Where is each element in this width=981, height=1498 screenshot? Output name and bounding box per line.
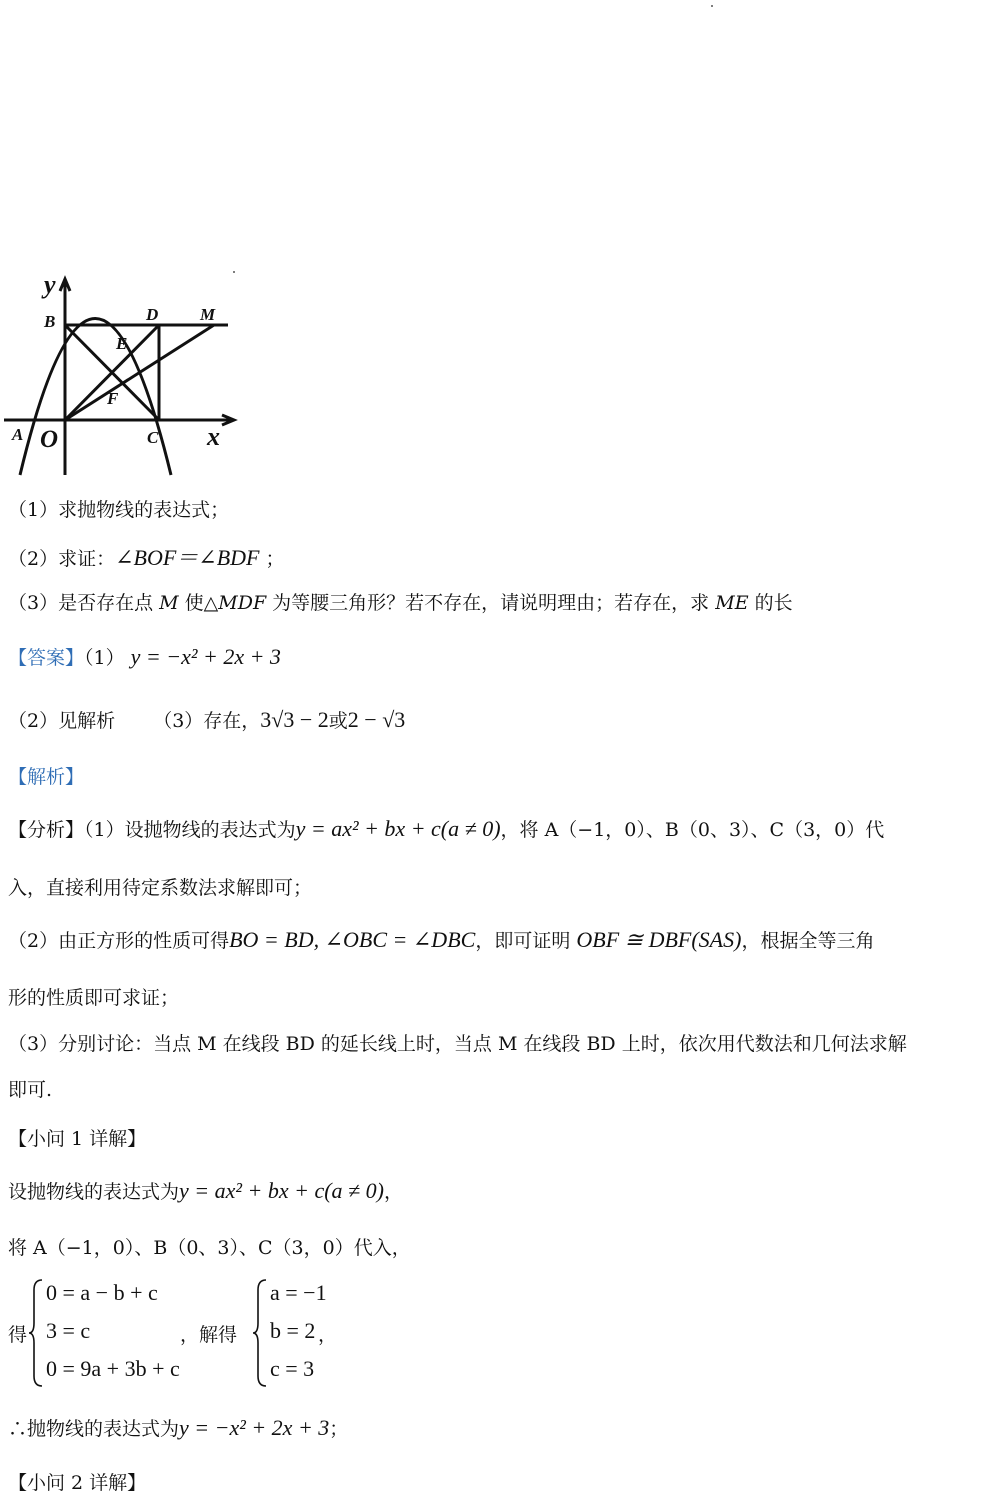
detail-1-jie-text: ，解得 [180, 1324, 238, 1346]
answer-line-1 [8, 643, 281, 670]
question-1-text: （1）求抛物线的表达式； [8, 499, 230, 521]
label-M: M [200, 305, 216, 324]
analysis-2-cont [8, 983, 179, 1010]
answer-part-2: （2）见解析 [8, 710, 116, 732]
answer-part-1-math: y = −x² + 2x + 3 [130, 644, 281, 669]
label-y: y [44, 270, 56, 299]
detail-1-conclusion [8, 1414, 348, 1441]
detail-1-step-1-math: y = ax² + bx + c(a ≠ 0) [179, 1178, 384, 1203]
segment-OM [65, 325, 214, 420]
analysis-1-math: y = ax² + bx + c(a ≠ 0) [295, 816, 501, 841]
parabola-figure [0, 265, 245, 480]
question-2 [8, 541, 285, 572]
analysis-head: 【分析】 [8, 819, 85, 841]
question-2-math: ∠BOF＝∠BDF [115, 545, 260, 570]
analysis-3 [8, 1029, 907, 1056]
system-1-eq-3: 0 = 9a + 3b + c [46, 1356, 180, 1381]
scan-dot [711, 5, 713, 7]
detail-1-conclusion-math: y = −x² + 2x + 3 [179, 1415, 330, 1440]
label-x: x [207, 422, 220, 451]
answer-tag: 【答案】 [8, 647, 85, 669]
analysis-1-prefix: （1）设抛物线的表达式为 [84, 819, 296, 841]
question-3-part-d: 的长 [748, 592, 793, 614]
left-brace-icon [28, 1278, 44, 1388]
label-O: O [40, 426, 59, 453]
system-1-eq-1: 0 = a − b + c [46, 1280, 158, 1305]
analysis-2-suffix: ，根据全等三角 [741, 930, 875, 952]
detail-2-title [8, 1468, 146, 1495]
system-2-eq-1: a = −1 [270, 1280, 327, 1305]
question-3 [8, 588, 793, 615]
system-2-eq-2: b = 2 [270, 1318, 316, 1343]
detail-1-step-1-prefix: 设抛物线的表达式为 [8, 1181, 180, 1203]
equation-system-1 [28, 1278, 188, 1388]
answer-part-1-label: （1） [84, 647, 125, 669]
question-3-segment: ME [715, 592, 749, 614]
question-3-part-b: 使△ [178, 592, 219, 614]
analysis-1-cont [8, 873, 312, 900]
label-D: D [146, 305, 159, 324]
detail-1-comma-text: ， [318, 1324, 338, 1346]
analysis-1-line-2: 入，直接利用待定系数法求解即可； [8, 877, 313, 899]
analysis-3-cont [8, 1075, 52, 1102]
detail-1-conclusion-suffix: ； [329, 1418, 349, 1440]
answer-part-3-label: （3）存在， [153, 710, 261, 732]
analysis-2-line-2: 形的性质即可求证； [8, 987, 180, 1009]
detail-1-title [8, 1124, 146, 1151]
analysis-2-math-2: OBF ≅ DBF(SAS) [576, 927, 742, 952]
label-F: F [107, 389, 119, 408]
label-C: C [147, 428, 159, 447]
detail-1-comma [318, 1320, 337, 1347]
label-B: B [44, 312, 56, 331]
detail-1-de [8, 1320, 27, 1347]
question-3-point-M: M [159, 592, 179, 614]
system-2-eq-3: c = 3 [270, 1356, 315, 1381]
detail-1-step-1 [8, 1177, 403, 1204]
detail-1-conclusion-prefix: ∴抛物线的表达式为 [8, 1418, 180, 1440]
question-2-prefix: （2）求证： [8, 548, 116, 570]
detail-2-title-text: 【小问 2 详解】 [8, 1472, 147, 1494]
analysis-2-mid: ，即可证明 [475, 930, 571, 952]
detail-1-jie [180, 1320, 237, 1347]
analysis-1 [8, 815, 884, 842]
analysis-1-suffix: ，将 A（−1，0）、B（0、3）、C（3，0）代 [500, 819, 885, 841]
analysis-3-line-1: （3）分别讨论：当点 M 在线段 BD 的延长线上时，当点 M 在线段 BD 上时，依次用代数法和几何法求解 [8, 1033, 907, 1055]
answer-part-3-math-b: 2 − √3 [347, 707, 406, 732]
answer-line-2 [8, 706, 405, 733]
question-3-part-c: 为等腰三角形？若不存在，请说明理由；若存在，求 [266, 592, 716, 614]
left-brace-icon [252, 1278, 268, 1388]
question-2-suffix: ； [259, 548, 285, 570]
analysis-2 [8, 926, 874, 953]
detail-1-de-text: 得 [8, 1324, 28, 1346]
analysis-3-line-2: 即可. [8, 1079, 53, 1101]
detail-1-step-2-text: 将 A（−1，0）、B（0、3）、C（3，0）代入， [8, 1237, 411, 1259]
analysis-2-math-1: BO = BD, ∠OBC = ∠DBC [229, 927, 476, 952]
analysis-tag [8, 762, 84, 789]
label-A: A [12, 425, 24, 444]
detail-1-step-2 [8, 1233, 411, 1260]
detail-1-step-1-suffix: ， [383, 1181, 403, 1203]
analysis-2-prefix: （2）由正方形的性质可得 [8, 930, 230, 952]
question-3-triangle: MDF [218, 592, 267, 614]
answer-part-3-math-a: 3√3 − 2 [260, 707, 329, 732]
system-1-eq-2: 3 = c [46, 1318, 91, 1343]
label-E: E [116, 334, 128, 353]
answer-part-3-or: 或 [328, 710, 348, 732]
analysis-tag-text: 【解析】 [8, 766, 85, 788]
question-3-part-a: （3）是否存在点 [8, 592, 160, 614]
question-1 [8, 495, 229, 522]
detail-1-title-text: 【小问 1 详解】 [8, 1128, 147, 1150]
